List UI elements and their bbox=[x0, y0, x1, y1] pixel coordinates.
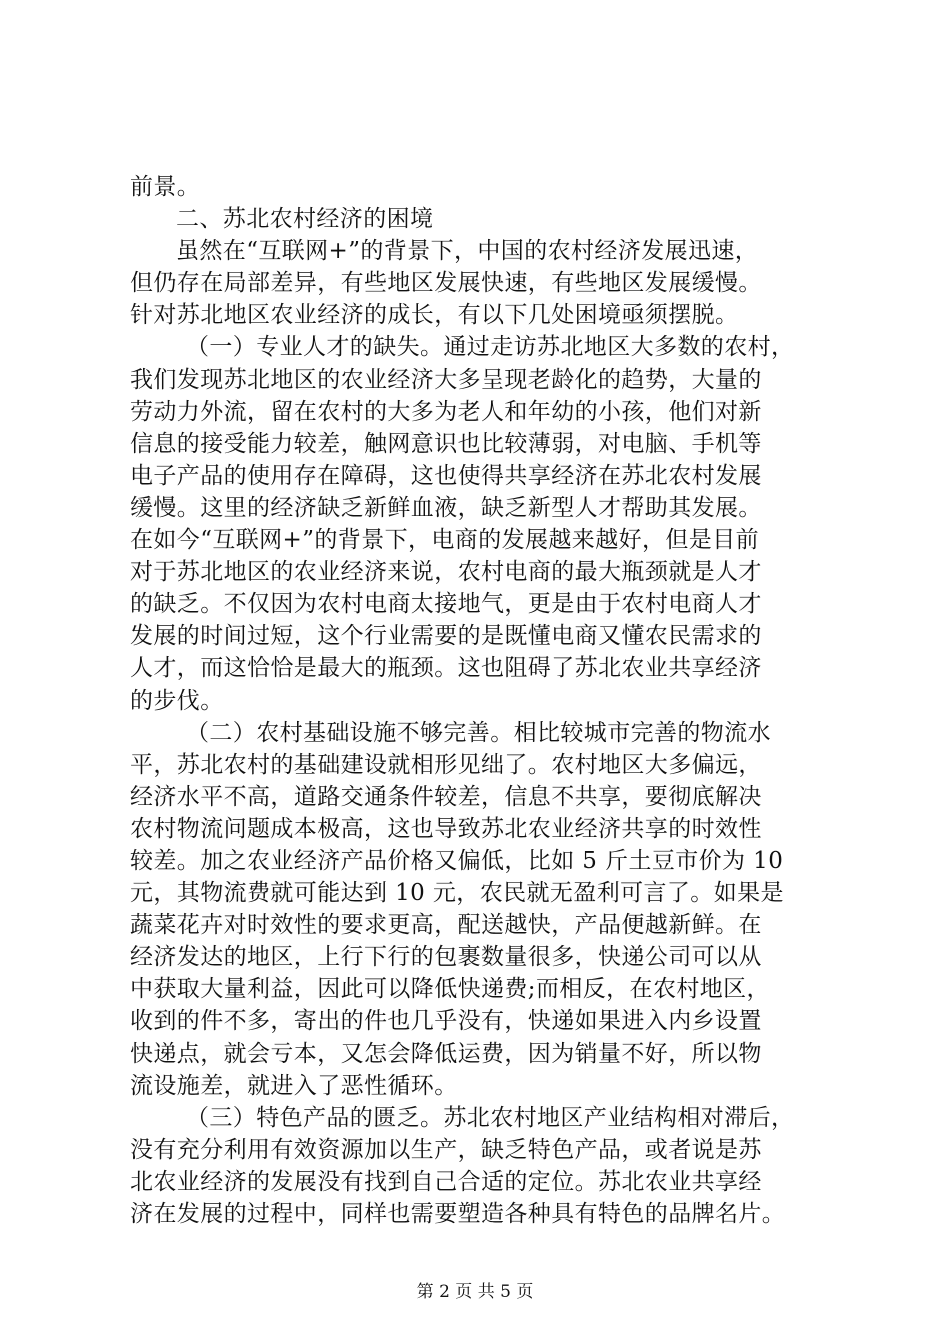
text-line: 我们发现苏北地区的农业经济大多呈现老龄化的趋势，大量的 bbox=[130, 366, 762, 393]
text-line: 平，苏北农村的基础建设就相形见绌了。农村地区大多偏远， bbox=[130, 751, 762, 778]
text-line: 中获取大量利益，因此可以降低快递费;而相反，在农村地区， bbox=[130, 976, 770, 1003]
text-line: 经济发达的地区，上行下行的包裹数量很多，快递公司可以从 bbox=[130, 944, 762, 971]
text-line: （一）专业人才的缺失。通过走访苏北地区大多数的农村， bbox=[186, 334, 795, 361]
document-body bbox=[130, 171, 842, 1230]
text-line: 没有充分利用有效资源加以生产，缺乏特色产品，或者说是苏 bbox=[130, 1136, 762, 1163]
text-line: 人才，而这恰恰是最大的瓶颈。这也阻碍了苏北农业共享经济 bbox=[130, 655, 762, 682]
text-line: 针对苏北地区农业经济的成长，有以下几处困境亟须摆脱。 bbox=[130, 302, 739, 329]
text-line: 对于苏北地区的农业经济来说，农村电商的最大瓶颈就是人才 bbox=[130, 559, 762, 586]
text-line: 电子产品的使用存在障碍，这也使得共享经济在苏北农村发展 bbox=[130, 462, 762, 489]
text-line: 劳动力外流，留在农村的大多为老人和年幼的小孩，他们对新 bbox=[130, 398, 762, 425]
text-line: 前景。 bbox=[130, 174, 201, 200]
text-line: 元，其物流费就可能达到 10 元，农民就无盈利可言了。如果是 bbox=[130, 880, 784, 907]
text-line: 经济水平不高，道路交通条件较差，信息不共享，要彻底解决 bbox=[130, 783, 762, 810]
text-line: 北农业经济的发展没有找到自己合适的定位。苏北农业共享经 bbox=[130, 1168, 762, 1195]
text-line: 虽然在“互联网+”的背景下，中国的农村经济发展迅速， bbox=[176, 238, 759, 265]
text-line: 农村物流问题成本极高，这也导致苏北农业经济共享的时效性 bbox=[130, 815, 762, 842]
text-line: 较差。加之农业经济产品价格又偏低，比如 5 斤土豆市价为 10 bbox=[130, 847, 784, 874]
text-line: 发展的时间过短，这个行业需要的是既懂电商又懂农民需求的 bbox=[130, 623, 762, 650]
text-line: 蔬菜花卉对时效性的要求更高，配送越快，产品便越新鲜。在 bbox=[130, 912, 762, 939]
text-line: （二）农村基础设施不够完善。相比较城市完善的物流水 bbox=[186, 719, 771, 746]
text-line: 但仍存在局部差异，有些地区发展快速，有些地区发展缓慢。 bbox=[130, 270, 762, 297]
text-line: 信息的接受能力较差，触网意识也比较薄弱，对电脑、手机等 bbox=[130, 430, 762, 457]
text-line: 的缺乏。不仅因为农村电商太接地气，更是由于农村电商人才 bbox=[130, 591, 762, 618]
text-line: 收到的件不多，寄出的件也几乎没有，快递如果进入内乡设置 bbox=[130, 1008, 762, 1035]
text-line: 在如今“互联网+”的背景下，电商的发展越来越好，但是目前 bbox=[130, 527, 759, 554]
text-line: 流设施差，就进入了恶性循环。 bbox=[130, 1072, 458, 1099]
text-line: （三）特色产品的匮乏。苏北农村地区产业结构相对滞后， bbox=[186, 1104, 795, 1131]
text-line: 济在发展的过程中，同样也需要塑造各种具有特色的品牌名片。 bbox=[130, 1201, 786, 1227]
text-line: 快递点，就会亏本，又怎会降低运费，因为销量不好，所以物 bbox=[130, 1040, 762, 1067]
page-footer: 第 2 页 共 5 页 bbox=[416, 1282, 534, 1302]
text-line: 缓慢。这里的经济缺乏新鲜血液，缺乏新型人才帮助其发展。 bbox=[130, 494, 762, 521]
text-line: 的步伐。 bbox=[130, 687, 224, 714]
text-line: 二、苏北农村经济的困境 bbox=[176, 206, 434, 233]
